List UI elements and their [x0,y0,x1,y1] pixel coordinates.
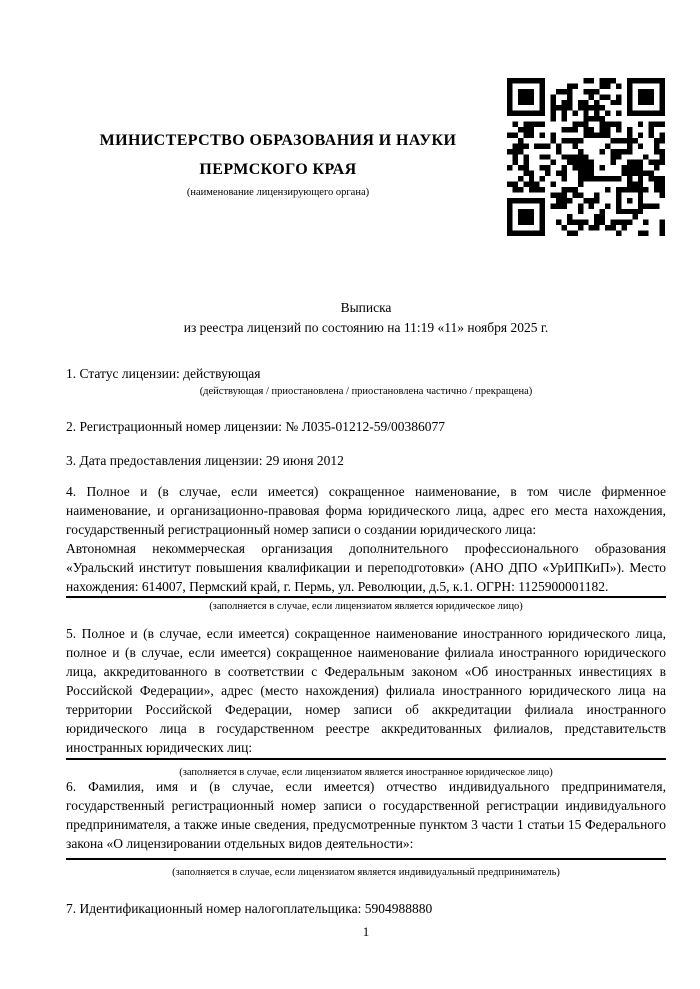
field-individual-entrepreneur-fill-note: (заполняется в случае, если лицензиатом является индивидуальный предприниматель) [172,867,560,878]
field-foreign-entity [66,624,666,779]
field-legal-entity-label: 4. Полное и (в случае, если имеется) сокращенное наименование, в том числе фирменное наименование, и организационно-правовая форма юридического лица, адрес его места нахождения, государственный регистрационный номер записи о создании юридического лица: [66,484,666,537]
issuer-name-line2: ПЕРМСКОГО КРАЯ [199,161,357,178]
issuer-name-line1: МИНИСТЕРСТВО ОБРАЗОВАНИЯ И НАУКИ [99,132,457,149]
document-title [66,298,666,338]
document-title-line1: Выписка [340,300,392,315]
field-taxpayer-id-label: 7. Идентификационный номер налогоплательщика: 5904988880 [66,901,433,916]
issuer-caption: (наименование лицензирующего органа) [186,187,370,198]
qr-code-icon [507,78,665,236]
field-license-status-note: (действующая / приостановлена / приостановлена частично / прекращена) [199,386,533,397]
field-foreign-entity-fill-note: (заполняется в случае, если лицензиатом является иностранное юридическое лицо) [179,767,553,778]
field-legal-entity-value: Автономная некоммерческая организация дополнительного профессионального образования «Уральский институт повышения квалификации и переподготовки» (АНО ДПО «УрИПКиП»). Место нахождения: 614007, Пермский край, г. Пермь, ул. Революции, д.5, к.1. ОГРН: 1125900001182. [66,539,666,598]
document-title-line2: из реестра лицензий по состоянию на 11:19 «11» ноября 2025 г. [183,320,549,335]
issuer-block [66,126,490,199]
field-foreign-entity-blank-line [66,757,666,760]
field-taxpayer-id [66,899,666,918]
field-license-grant-date-label: 3. Дата предоставления лицензии: 29 июня 2012 [66,453,344,468]
field-license-grant-date [66,451,666,470]
field-foreign-entity-label: 5. Полное и (в случае, если имеется) сокращенное наименование иностранного юридического лица, полное и (в случае, если имеется) сокращенное наименование филиала иностранного юридического лица, аккредитованного в соответствии с Федеральным законом «Об иностранных инвестициях в Российской Федерации», адрес (место нахождения) филиала иностранного юридического лица на территории Российской Федерации, номер записи об аккредитации филиала иностранного юридического лица в государственном реестре аккредитованных филиалов, представительств иностранных юридических лиц: [66,626,666,755]
field-legal-entity-fill-note: (заполняется в случае, если лицензиатом является юридическое лицо) [209,601,523,612]
field-legal-entity [66,482,666,613]
field-license-status [66,364,666,398]
field-individual-entrepreneur-blank-line [66,854,666,860]
field-individual-entrepreneur-label: 6. Фамилия, имя и (в случае, если имеется) отчество индивидуального предпринимателя, государственный регистрационный номер записи о государственной регистрации индивидуального предпринимателя, а также иные сведения, предусмотренные пунктом 3 части 1 статьи 15 Федерального закона «О лицензировании отдельных видов деятельности»: [66,779,666,851]
page-number: 1 [362,924,370,939]
field-individual-entrepreneur [66,777,666,879]
field-registration-number [66,417,666,436]
field-registration-number-label: 2. Регистрационный номер лицензии: № Л035-01212-59/00386077 [66,419,446,434]
field-license-status-label: 1. Статус лицензии: действующая [66,366,261,381]
